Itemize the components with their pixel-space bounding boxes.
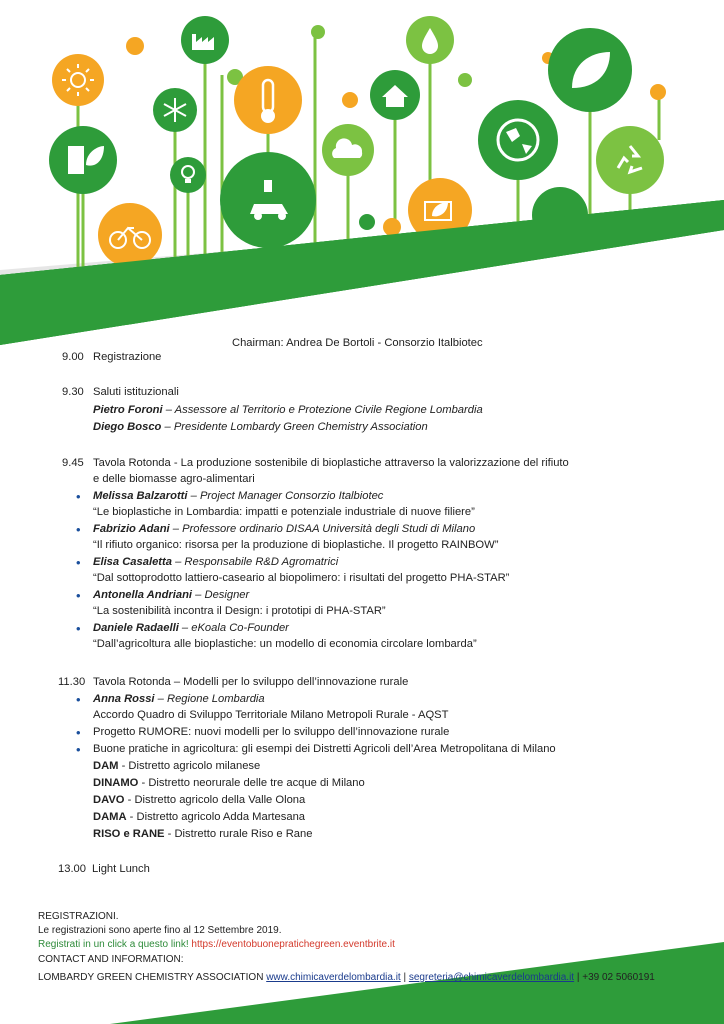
bullet-dot: •	[76, 742, 81, 757]
talk-title: “Dal sottoprodotto lattiero-caseario al biopolimero: i risultati del progetto PHA-STAR”	[93, 572, 510, 584]
speaker-role: – Designer	[192, 589, 250, 601]
factory-icon	[181, 16, 229, 64]
bullet-dot: •	[76, 489, 81, 504]
bullet-dot: •	[76, 692, 81, 707]
talk-title: Progetto RUMORE: nuovi modelli per lo sviluppo dell’innovazione rurale	[93, 726, 450, 738]
talk-title: “Le bioplastiche in Lombardia: impatti e potenziale industriale di nuove filiere”	[93, 506, 475, 518]
bullet-dot: •	[76, 588, 81, 603]
speaker-role: – Professore ordinario DISAA Università degli Studi di Milano	[169, 523, 476, 535]
separator: |	[400, 972, 409, 983]
speaker-name: Fabrizio Adani	[93, 523, 170, 535]
speaker-role: – Project Manager Consorzio Italbiotec	[187, 490, 384, 502]
district-desc: - Distretto neorurale delle tre acque di Milano	[138, 777, 365, 789]
time-13-00: 13.00	[58, 863, 86, 875]
lightbulb-icon	[170, 157, 206, 193]
speaker-name: Anna Rossi	[93, 693, 155, 705]
district-line	[93, 793, 305, 807]
time-9-30: 9.30	[62, 386, 84, 398]
speaker-line	[93, 420, 428, 434]
district-line	[93, 810, 305, 824]
speaker-name: Antonella Andriani	[93, 589, 193, 601]
email-link[interactable]: segreteria@chimicaverdelombardia.it	[408, 972, 575, 983]
speaker-name: Diego Bosco	[93, 421, 162, 433]
talk-title: Buone pratiche in agricoltura: gli esempi dei Distretti Agricoli dell’Area Metropolitana di Milano	[93, 743, 556, 755]
speaker-name: Elisa Casaletta	[93, 556, 172, 568]
header-illustration	[0, 0, 724, 345]
leaf-icon	[548, 28, 632, 112]
speaker-line	[93, 489, 383, 503]
bullet-dot: •	[76, 522, 81, 537]
speaker-role: – Responsabile R&D Agromatrici	[171, 556, 339, 568]
registration-cta: Registrati in un click a questo link!	[38, 939, 189, 950]
session-title: Light Lunch	[92, 863, 150, 875]
electric-car-icon	[220, 152, 316, 248]
separator: |	[574, 972, 583, 983]
district-line	[93, 776, 365, 790]
bullet-dot: •	[76, 725, 81, 740]
speaker-role: – Presidente Lombardy Green Chemistry Association	[161, 421, 428, 433]
bullet-dot: •	[76, 555, 81, 570]
registration-title: REGISTRAZIONI.	[38, 911, 119, 922]
thermometer-icon	[234, 66, 302, 134]
speaker-line	[93, 555, 338, 569]
session-title-cont: e delle biomasse agro-alimentari	[93, 473, 255, 485]
registration-deadline: Le registrazioni sono aperte fino al 12 Settembre 2019.	[38, 925, 282, 936]
session-title: Registrazione	[93, 351, 162, 363]
district-desc: - Distretto agricolo milanese	[118, 760, 261, 772]
speaker-role: – eKoala Co-Founder	[178, 622, 289, 634]
speaker-line	[93, 588, 249, 602]
talk-title: “Dall’agricoltura alle bioplastiche: un modello di economia circolare lombarda”	[93, 638, 477, 650]
speaker-line	[93, 522, 475, 536]
phone-number: +39 02 5060191	[582, 972, 655, 983]
website-link[interactable]: www.chimicaverdelombardia.it	[266, 972, 401, 983]
water-drop-icon	[406, 16, 454, 64]
globe-icon	[478, 100, 558, 180]
contact-line	[38, 972, 655, 984]
bicycle-icon	[98, 203, 162, 267]
district-code: RISO e RANE	[93, 828, 165, 840]
recycle-icon	[596, 126, 664, 194]
sun-icon	[52, 54, 104, 106]
district-line	[93, 827, 312, 841]
registration-link-line	[38, 939, 395, 951]
district-code: DAVO	[93, 794, 125, 806]
speaker-name: Daniele Radaelli	[93, 622, 179, 634]
house-icon	[370, 70, 420, 120]
district-code: DINAMO	[93, 777, 139, 789]
district-desc: - Distretto agricolo della Valle Olona	[124, 794, 306, 806]
speaker-name: Melissa Balzarotti	[93, 490, 188, 502]
session-title: Tavola Rotonda – Modelli per lo sviluppo dell’innovazione rurale	[93, 676, 409, 688]
contact-title: CONTACT AND INFORMATION:	[38, 954, 184, 965]
speaker-line	[93, 621, 289, 635]
registration-url[interactable]: https://eventobuonepratichegreen.eventbrite.it	[191, 939, 395, 950]
talk-title: Accordo Quadro di Sviluppo Territoriale Milano Metropoli Rurale - AQST	[93, 709, 449, 721]
talk-title: “La sostenibilità incontra il Design: i prototipi di PHA-STAR”	[93, 605, 386, 617]
cloud-icon	[322, 124, 374, 176]
chairman-line: Chairman: Andrea De Bortoli - Consorzio Italbiotec	[232, 337, 483, 349]
session-title: Saluti istituzionali	[93, 386, 179, 398]
fuel-pump-icon	[49, 126, 117, 194]
district-code: DAM	[93, 760, 119, 772]
speaker-role: – Regione Lombardia	[154, 693, 265, 705]
organization-name: LOMBARDY GREEN CHEMISTRY ASSOCIATION	[38, 972, 264, 983]
bullet-dot: •	[76, 621, 81, 636]
district-desc: - Distretto agricolo Adda Martesana	[126, 811, 306, 823]
time-9-45: 9.45	[62, 457, 84, 469]
district-desc: - Distretto rurale Riso e Rane	[164, 828, 313, 840]
time-9-00: 9.00	[62, 351, 84, 363]
snowflake-icon	[153, 88, 197, 132]
time-11-30: 11.30	[58, 676, 86, 688]
district-line	[93, 759, 260, 773]
speaker-role: – Assessore al Territorio e Protezione Civile Regione Lombardia	[162, 404, 483, 416]
speaker-line	[93, 403, 483, 417]
talk-title: “Il rifiuto organico: risorsa per la produzione di bioplastiche. Il progetto RAINBOW”	[93, 539, 499, 551]
speaker-name: Pietro Foroni	[93, 404, 163, 416]
session-title: Tavola Rotonda - La produzione sostenibile di bioplastiche attraverso la valorizzazione del rifiuto	[93, 457, 569, 469]
district-code: DAMA	[93, 811, 127, 823]
speaker-line	[93, 692, 265, 706]
